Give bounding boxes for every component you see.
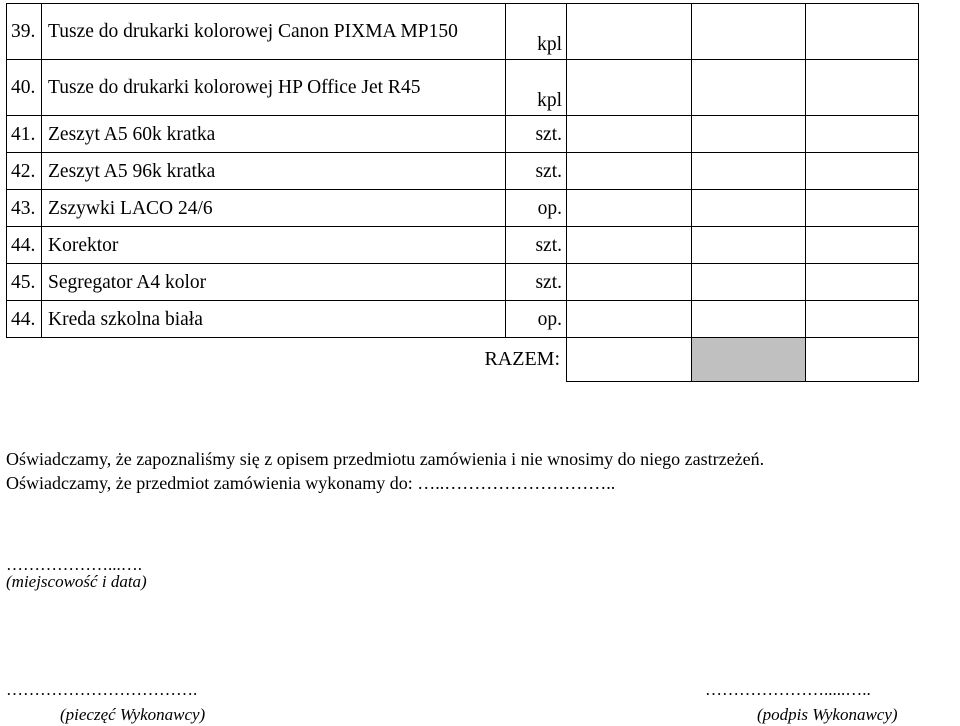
row-number: 43. (7, 190, 42, 227)
item-name-text: Tusze do drukarki kolorowej Canon PIXMA MP150 (48, 21, 458, 42)
stamp-label: (pieczęć Wykonawcy) (60, 705, 206, 724)
fill-in-cell-3[interactable] (806, 60, 919, 116)
place-date-label: (miejscowość i data) (6, 572, 147, 591)
fill-in-cell-1[interactable] (567, 4, 692, 60)
fill-in-cell-3[interactable] (806, 153, 919, 190)
fill-in-cell-2[interactable] (692, 116, 806, 153)
item-name-text: Zszywki LACO 24/6 (48, 197, 213, 219)
row-number: 44. (7, 301, 42, 338)
total-cell-3[interactable] (806, 338, 919, 382)
item-name-text: Zeszyt A5 60k kratka (48, 123, 216, 145)
item-name (42, 60, 506, 116)
fill-in-cell-2[interactable] (692, 264, 806, 301)
fill-in-cell-1[interactable] (567, 301, 692, 338)
fill-in-cell-2[interactable] (692, 4, 806, 60)
total-spacer-num (7, 338, 42, 382)
row-number: 40. (7, 60, 42, 116)
item-name (42, 301, 506, 338)
signature-line: ………………….....….. (705, 680, 871, 699)
item-unit: szt. (506, 153, 567, 190)
fill-in-cell-2[interactable] (692, 153, 806, 190)
row-number: 41. (7, 116, 42, 153)
table-row (7, 227, 919, 264)
fill-in-cell-1[interactable] (567, 116, 692, 153)
item-name (42, 227, 506, 264)
item-unit: op. (506, 301, 567, 338)
table-row (7, 4, 919, 60)
fill-in-cell-2[interactable] (692, 60, 806, 116)
total-cell-shaded (692, 338, 806, 382)
row-number: 45. (7, 264, 42, 301)
item-name (42, 153, 506, 190)
fill-in-cell-2[interactable] (692, 227, 806, 264)
statement-deadline: Oświadczamy, że przedmiot zamówienia wykonamy do: …..……………………….. (6, 473, 616, 493)
item-name (42, 116, 506, 153)
fill-in-cell-3[interactable] (806, 116, 919, 153)
item-name (42, 264, 506, 301)
table-row (7, 190, 919, 227)
signature-label: (podpis Wykonawcy) (757, 705, 898, 724)
table-row (7, 153, 919, 190)
fill-in-cell-1[interactable] (567, 60, 692, 116)
fill-in-cell-3[interactable] (806, 227, 919, 264)
item-unit: szt. (506, 116, 567, 153)
place-date-line: ………………...…. (6, 555, 142, 574)
row-number: 39. (7, 4, 42, 60)
table-row (7, 264, 919, 301)
item-name (42, 4, 506, 60)
item-name-text: Tusze do drukarki kolorowej HP Office Jet R45 (48, 77, 421, 98)
item-unit: kpl (506, 60, 567, 116)
item-name-text: Kreda szkolna biała (48, 308, 203, 330)
fill-in-cell-2[interactable] (692, 190, 806, 227)
fill-in-cell-3[interactable] (806, 301, 919, 338)
item-unit: op. (506, 190, 567, 227)
row-number: 42. (7, 153, 42, 190)
total-label: RAZEM: (42, 338, 567, 382)
item-name-text: Korektor (48, 234, 119, 256)
fill-in-cell-3[interactable] (806, 4, 919, 60)
item-name (42, 190, 506, 227)
table-row (7, 116, 919, 153)
fill-in-cell-1[interactable] (567, 190, 692, 227)
total-row (7, 338, 919, 382)
row-number: 44. (7, 227, 42, 264)
statement-conditions: Oświadczamy, że zapoznaliśmy się z opisem przedmiotu zamówienia i nie wnosimy do niego zastrzeżeń. (6, 449, 765, 469)
table-row (7, 60, 919, 116)
stamp-line: ……………………………. (6, 680, 198, 699)
fill-in-cell-1[interactable] (567, 227, 692, 264)
items-table-body (7, 4, 919, 338)
items-table (6, 3, 919, 382)
fill-in-cell-2[interactable] (692, 301, 806, 338)
item-name-text: Zeszyt A5 96k kratka (48, 160, 216, 182)
fill-in-cell-1[interactable] (567, 264, 692, 301)
fill-in-cell-3[interactable] (806, 264, 919, 301)
fill-in-cell-3[interactable] (806, 190, 919, 227)
item-name-text: Segregator A4 kolor (48, 271, 207, 293)
item-unit: szt. (506, 264, 567, 301)
total-cell-1[interactable] (567, 338, 692, 382)
item-unit: kpl (506, 4, 567, 60)
item-unit: szt. (506, 227, 567, 264)
fill-in-cell-1[interactable] (567, 153, 692, 190)
table-row (7, 301, 919, 338)
